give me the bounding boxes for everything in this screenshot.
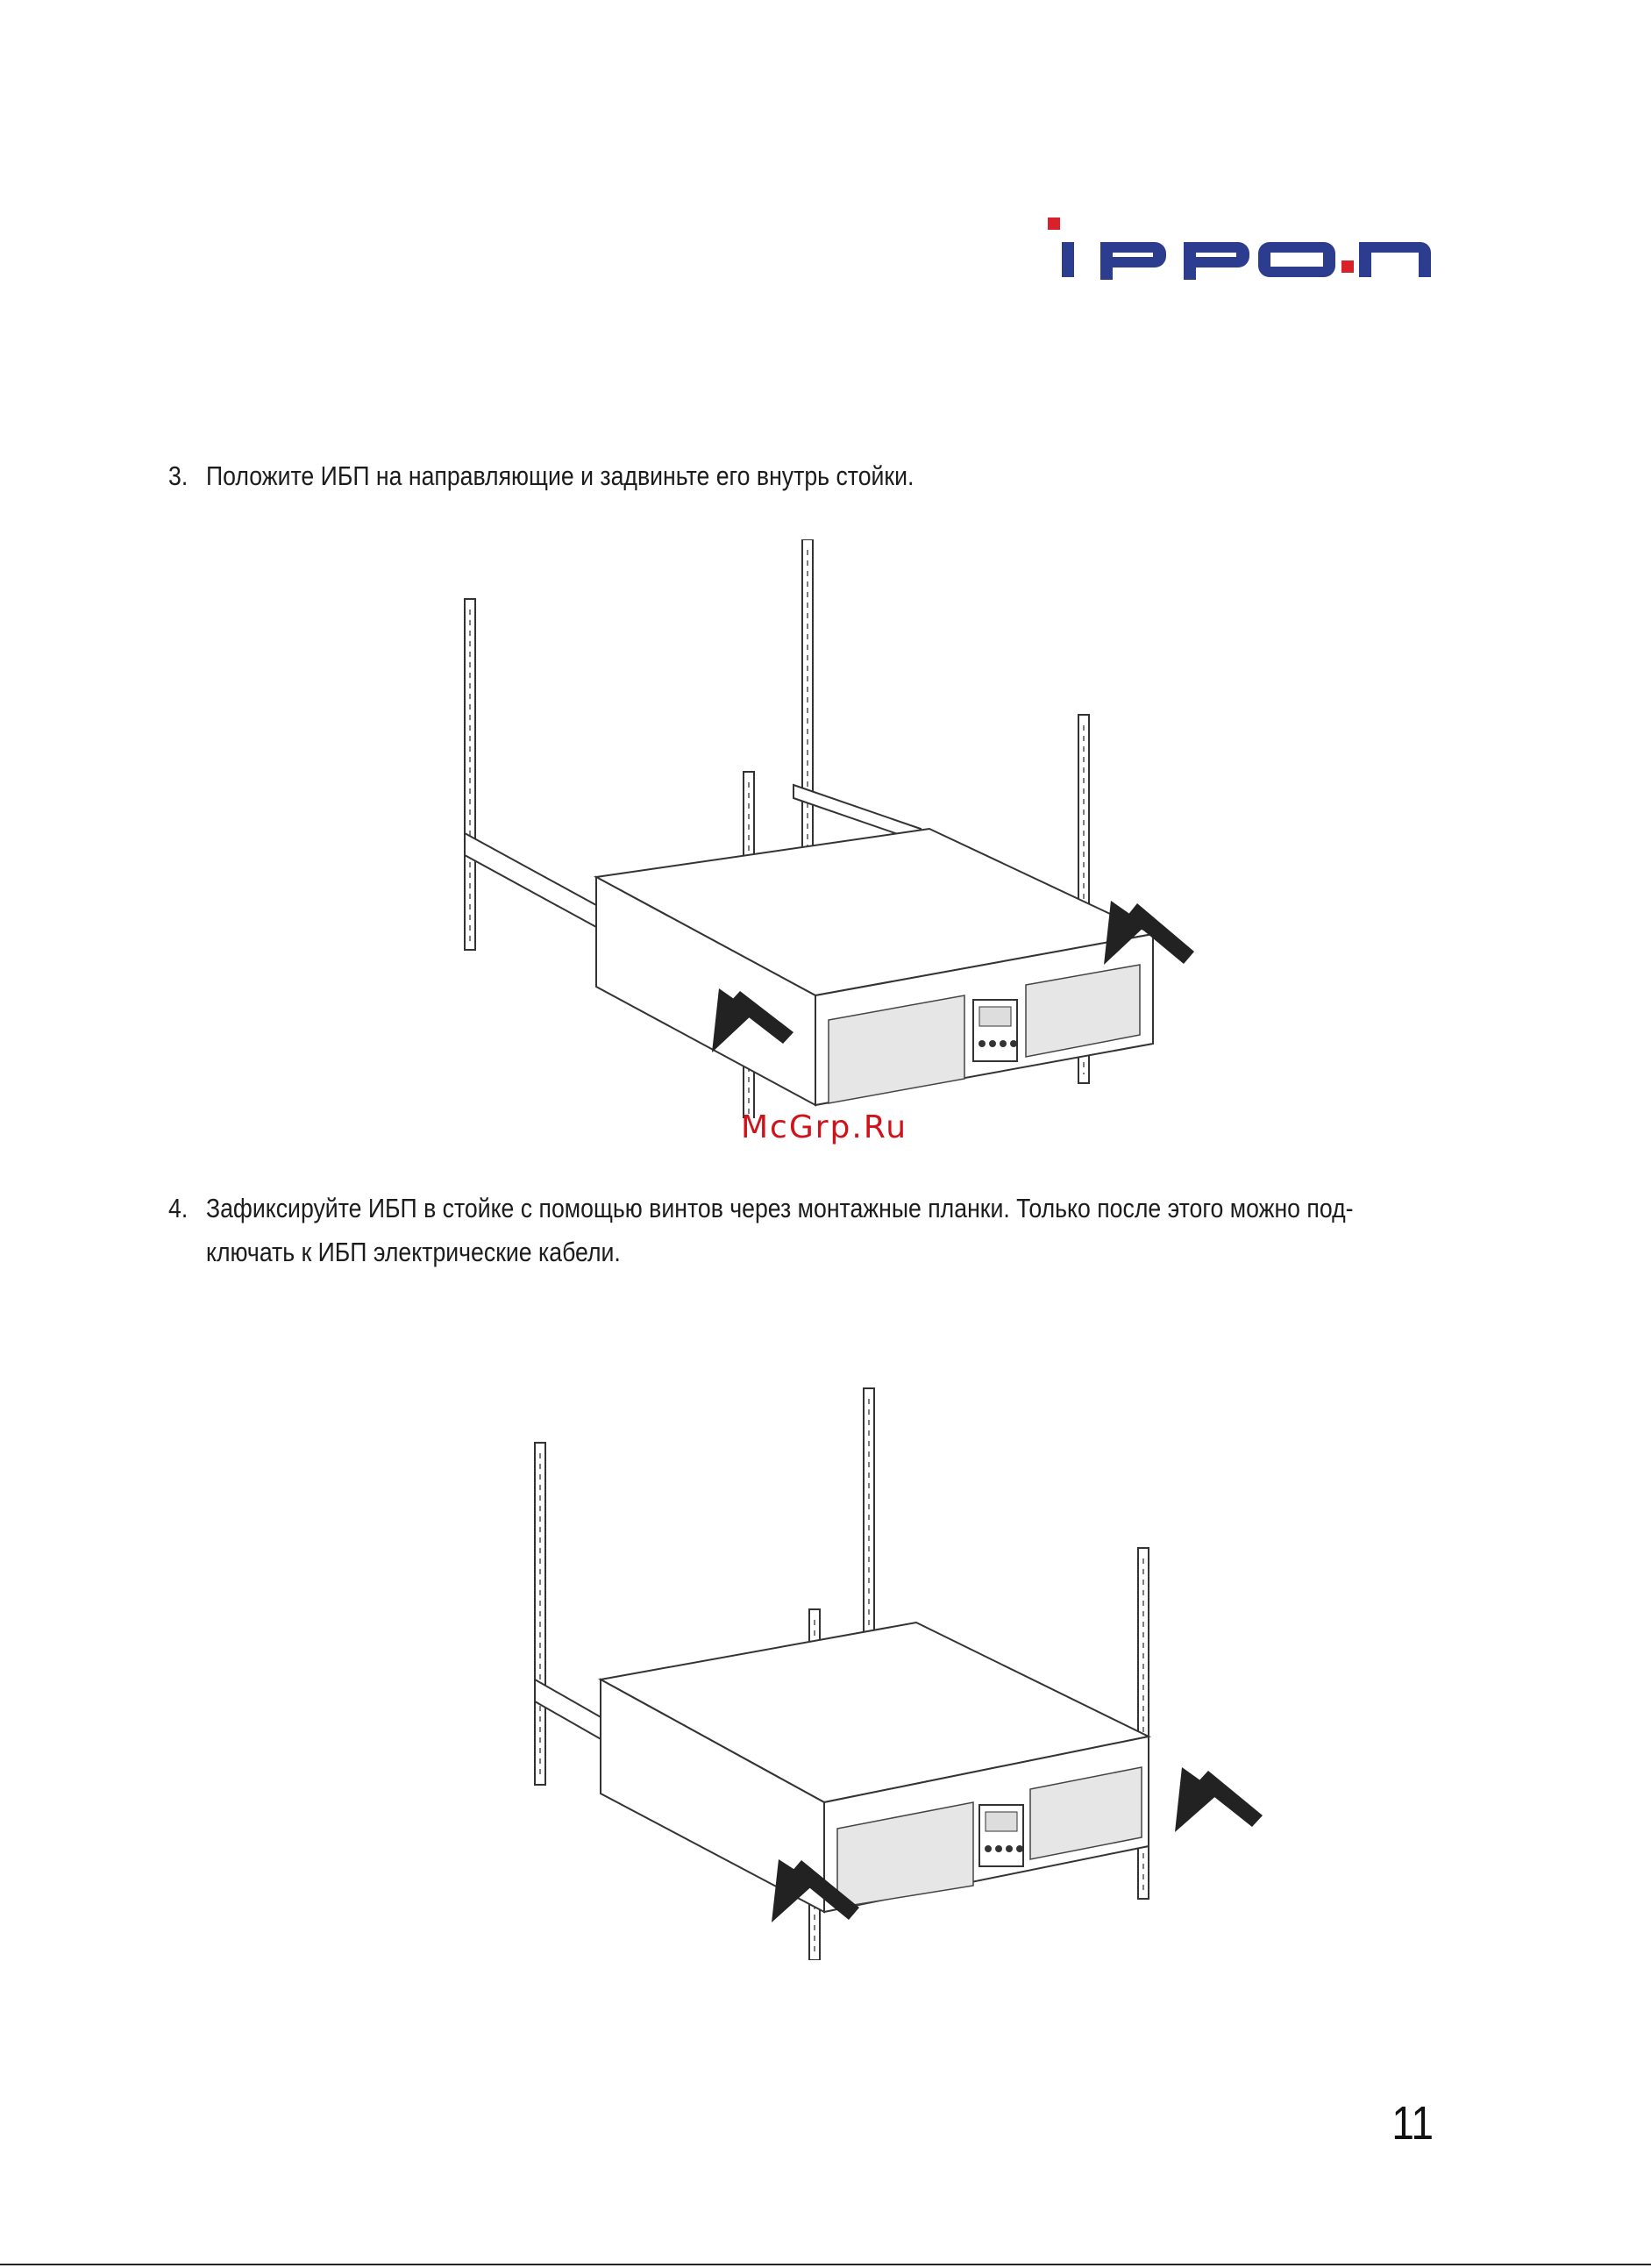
step-4 [168, 1187, 1442, 1274]
ippon-logo [1039, 210, 1442, 289]
step-3-number: 3. [168, 460, 189, 491]
step-4-text-line1: Зафиксируйте ИБП в стойке с помощью винтов через монтажные планки. Только после этого можно под- [206, 1193, 1354, 1223]
watermark: McGrp.Ru [741, 1109, 908, 1145]
page-number: 11 [1391, 2097, 1434, 2150]
bottom-rule [0, 2264, 1651, 2265]
step-4-number: 4. [168, 1193, 189, 1223]
figure-ups-sliding-into-rack [430, 539, 1219, 1118]
figure-ups-fixed-in-rack [517, 1381, 1289, 1960]
step-3 [168, 454, 914, 498]
step-4-text-line2: ключать к ИБП электрические кабели. [206, 1237, 621, 1267]
step-3-text: Положите ИБП на направляющие и задвиньте его внутрь стойки. [206, 460, 914, 491]
